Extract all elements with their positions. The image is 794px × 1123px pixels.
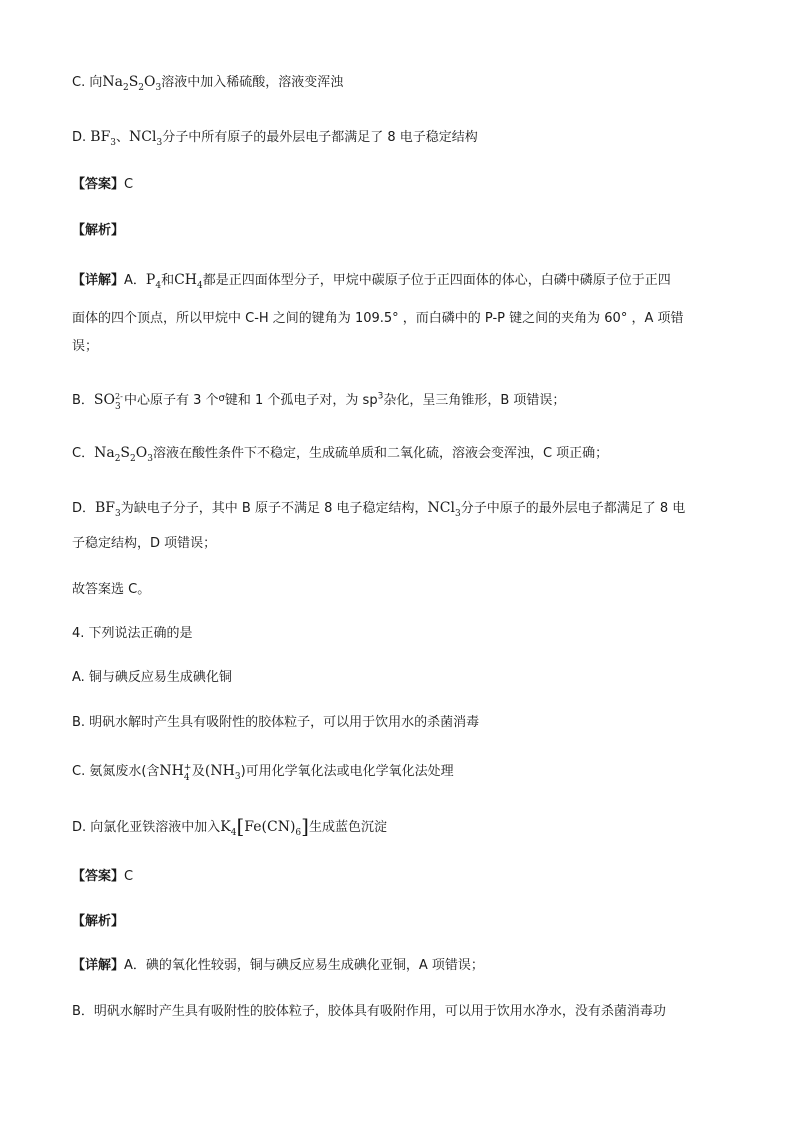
detail-b-line: B．SO 2- 3 中心原子有 3 个$^\sigma$键和 1 个孤电子对，为 $sp^3$杂化，呈三角锥形，B 项错误；	[72, 391, 566, 412]
answer-line-2	[72, 868, 133, 886]
detail-a-line-3: 误；	[72, 339, 99, 354]
detail-label: 【详解】	[72, 958, 125, 973]
question-4-stem: 4. 下列说法正确的是	[72, 626, 193, 641]
analysis-line-1	[72, 222, 124, 240]
answer-value: C	[124, 869, 134, 884]
formula-ncl3: NCl$_3$	[427, 500, 461, 519]
detail2-b-line: B．明矾水解时产生具有吸附性的胶体粒子，胶体具有吸附作用，可以用于饮用水净水，没有杀菌消毒功	[72, 1004, 666, 1019]
formula-nh4-plus: NH + 4	[159, 763, 192, 783]
detail-d-line-1: D．$BF_3$为缺电子分子，其中 B 原子不满足 8 电子稳定结构，NCl$_3$分子中原子的最外层电子都满足了 8 电	[72, 500, 686, 519]
detail-c-line: C．$Na_2S_2O_3$溶液在酸性条件下不稳定，生成硫单质和二氧化硫，溶液会变浑浊，C 项正确；	[72, 445, 609, 464]
detail-label: 【详解】	[72, 273, 125, 288]
answer-label: 【答案】	[72, 869, 125, 884]
option-text: 溶液中加入稀硫酸，溶液变浑浊	[161, 75, 344, 90]
detail-d-line-2: 子稳定结构，D 项错误；	[72, 536, 217, 551]
formula-ch4: $CH_4$	[174, 272, 203, 291]
formula-p4: $P_4$	[145, 272, 162, 291]
answer-value: C	[124, 177, 134, 192]
formula-nh3: ($NH_3$	[204, 763, 241, 782]
q3-option-c	[72, 73, 343, 92]
conclusion-1: 故答案选 C。	[72, 582, 151, 597]
formula-bf3: $BF_3$	[90, 129, 117, 148]
answer-line-1	[72, 176, 133, 194]
formula-bf3: $BF_3$	[95, 500, 121, 519]
q3-option-d: D. $BF_3$、NCl$_3$分子中所有原子的最外层电子都满足了 8 电子稳定结构	[72, 129, 478, 148]
detail-a-line-2: 面体的四个顶点，所以甲烷中 C-H 之间的键角为 109.5° ，而白磷中的 P-P 键之间的夹角为 60° ，A 项错	[72, 311, 684, 326]
detail-a-line-1: 【详解】A．$P_4$和$CH_4$都是正四面体型分子，甲烷中碳原子位于正四面体的体心，白磷中磷原子位于正四	[72, 272, 671, 291]
formula-ncl3: NCl$_3$	[129, 129, 163, 148]
q4-option-d: D. 向氯化亚铁溶液中加入$K_4[Fe(CN)_6]$生成蓝色沉淀	[72, 814, 387, 838]
q4-option-a: A. 铜与碘反应易生成碘化铜	[72, 670, 232, 685]
q4-option-c: C. 氨氮废水(含NH + 4 及$(NH_3)$可用化学氧化法或电化学氧化法处理	[72, 763, 454, 783]
detail2-a-line: 【详解】A．碘的氧化性较弱，铜与碘反应易生成碘化亚铜，A 项错误；	[72, 958, 484, 973]
formula-na2s2o3: $Na_2S_2O_3$	[94, 445, 153, 464]
answer-label: 【答案】	[72, 177, 125, 192]
formula-na2s2o3: $Na_2S_2O_3$	[102, 74, 162, 93]
q4-option-b: B. 明矾水解时产生具有吸附性的胶体粒子，可以用于饮用水的杀菌消毒	[72, 715, 480, 730]
analysis-line-2	[72, 913, 124, 931]
analysis-label: 【解析】	[72, 223, 125, 238]
formula-so3-2minus: SO 2- 3	[93, 392, 123, 412]
formula-k4-fe-cn6: $K_4[Fe(CN)_6]$	[220, 814, 309, 838]
analysis-label: 【解析】	[72, 914, 125, 929]
option-prefix: C. 向	[72, 75, 103, 90]
